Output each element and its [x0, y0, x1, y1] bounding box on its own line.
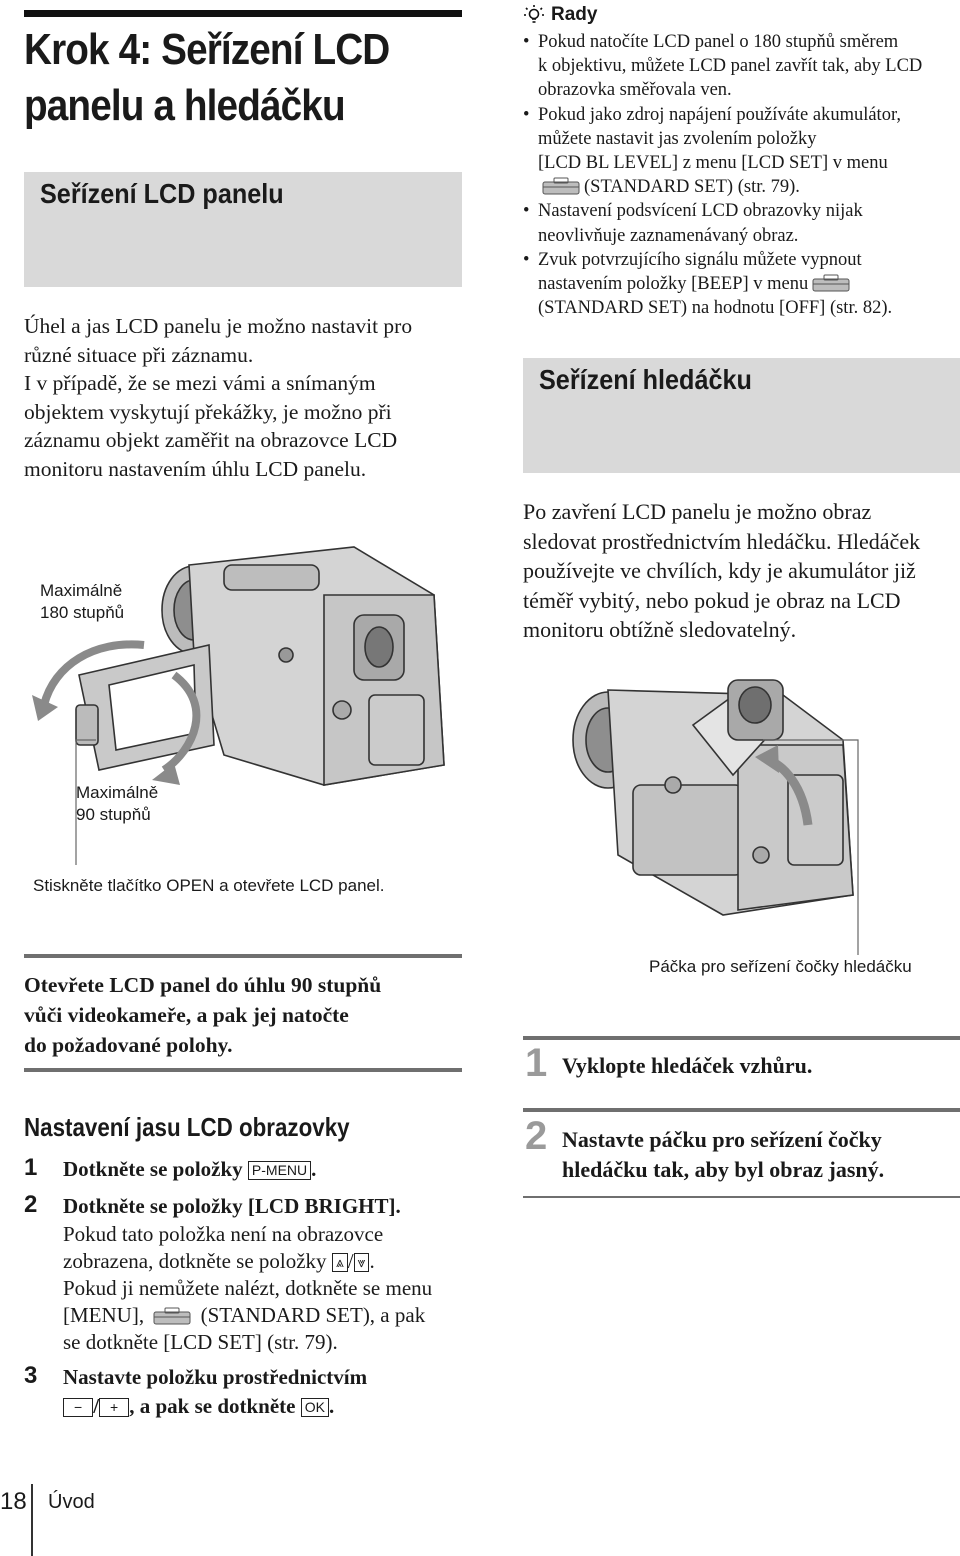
tips-list — [523, 30, 960, 320]
brightness-step2: Dotkněte se položky [LCD BRIGHT]. Pokud tato položka není na obrazovce zobrazena, dotkněte se položky ⩓ / ⩔ . Pokud ji nemůžete nalézt, dotkněte se menu [MENU], (STANDARD SET), a pak se dotkněte [LCD SET] (str. 79). — [63, 1194, 433, 1354]
page-number: 18 — [0, 1488, 27, 1515]
p-menu-button-icon: P-MENU — [248, 1161, 311, 1180]
lightbulb-icon — [523, 4, 545, 26]
tip-item: • Nastavení podsvícení LCD obrazovky nijak neovlivňuje zaznamenávaný obraz. — [523, 199, 960, 247]
plus-button-icon: + — [99, 1398, 129, 1417]
vf-step2-number: 2 — [525, 1114, 548, 1158]
step-rule-1 — [523, 1036, 960, 1040]
lcd-section-title: Seřízení LCD panelu — [40, 178, 284, 209]
brightness-heading: Nastavení jasu LCD obrazovky — [24, 1112, 350, 1142]
label-90-degrees: Maximálně 90 stupňů — [76, 783, 159, 824]
lcd-intro: Úhel a jas LCD panelu je možno nastavit pro různé situace při záznamu. I v případě, že se mezi vámi a snímaným objektem vyskytují překážky, je možno při záznamu objekt zaměřit na obrazovce LCD monitoru nastavením úhlu LCD panelu. — [24, 314, 413, 481]
viewfinder-intro: Po zavření LCD panelu je možno obraz sledovat prostřednictvím hledáčku. Hledáček používejte ve chvílích, kdy je akumulátor již téměř vybitý, nebo pokud je obraz na LCD monitoru obtížně sledovatelný. — [523, 499, 921, 642]
toolbox-icon — [811, 274, 851, 292]
vf-step1: Vyklopte hledáček vzhůru. — [562, 1053, 813, 1078]
minus-button-icon: − — [63, 1398, 93, 1417]
brightness-step3: Nastavte položku prostřednictvím − / + , a pak se dotkněte OK . — [63, 1365, 368, 1418]
viewfinder-section-box — [523, 358, 960, 473]
toolbox-icon — [152, 1307, 192, 1325]
lcd-section-box — [24, 172, 462, 287]
tip-item: • Pokud jako zdroj napájení používáte akumulátor, můžete nastavit jas zvolením položky [LCD BL LEVEL] z menu [LCD SET] v menu (STANDARD SET) (str. 79). — [523, 103, 960, 200]
open-lcd-heading: Otevřete LCD panel do úhlu 90 stupňů vůči videokameře, a pak jej natočte do požadované polohy. — [24, 973, 382, 1057]
toolbox-icon — [541, 177, 581, 195]
scroll-up-icon: ⩓ — [332, 1253, 348, 1272]
brightness-step2-number: 2 — [24, 1191, 38, 1218]
brightness-step1-number: 1 — [24, 1154, 38, 1181]
heading-rule-top — [24, 954, 462, 958]
heading-rule-bottom — [24, 1068, 462, 1072]
section-name: Úvod — [48, 1491, 95, 1513]
viewfinder-section-title: Seřízení hledáčku — [539, 364, 752, 395]
camcorder-viewfinder-illustration — [523, 665, 960, 955]
page-title: Krok 4: Seřízení LCD panelu a hledáčku — [24, 25, 390, 130]
label-180-degrees: Maximálně 180 stupňů — [40, 581, 125, 622]
title-rule — [24, 10, 462, 17]
scroll-down-icon: ⩔ — [354, 1253, 370, 1272]
ok-button-icon: OK — [301, 1398, 329, 1417]
tip-item: • Pokud natočíte LCD panel o 180 stupňů směrem k objektivu, můžete LCD panel zavřít tak, aby LCD obrazovka směřovala ven. — [523, 30, 960, 103]
brightness-step1: Dotkněte se položky P-MENU . — [63, 1157, 317, 1181]
brightness-step3-number: 3 — [24, 1362, 38, 1389]
footer-divider — [31, 1484, 33, 1556]
lever-label: Páčka pro seřízení čočky hledáčku — [649, 957, 912, 976]
tips-heading: Rady — [523, 4, 597, 26]
open-button-caption: Stiskněte tlačítko OPEN a otevřete LCD panel. — [33, 876, 385, 895]
tip-item: • Zvuk potvrzujícího signálu můžete vypnout nastavením položky [BEEP] v menu (STANDARD SET) na hodnotu [OFF] (str. 82). — [523, 248, 960, 321]
vf-step1-number: 1 — [525, 1041, 548, 1085]
vf-step2: Nastavte páčku pro seřízení čočky hledáčku tak, aby byl obraz jasný. — [562, 1127, 885, 1182]
step-rule-3 — [523, 1196, 960, 1198]
step-rule-2 — [523, 1108, 960, 1112]
